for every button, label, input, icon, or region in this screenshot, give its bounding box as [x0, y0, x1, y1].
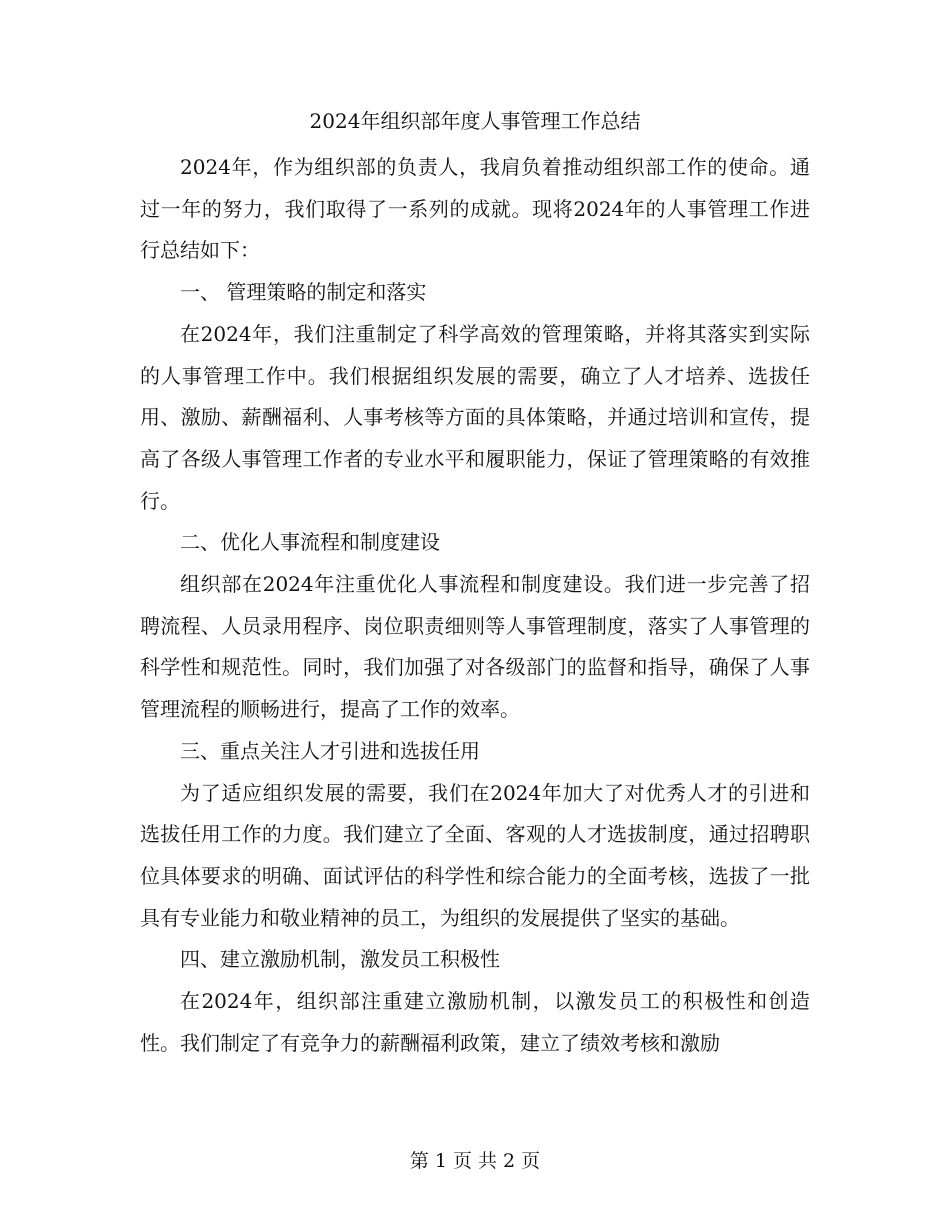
section-3-paragraph: 为了适应组织发展的需要，我们在2024年加大了对优秀人才的引进和选拔任用工作的力度。我们建立了全面、客观的人才选拔制度，通过招聘职位具体要求的明确、面试评估的科学性和综合能力的全面考核，选拔了一批具有专业能力和敬业精神的员工，为组织的发展提供了坚实的基础。: [140, 780, 810, 930]
page-number-footer: 第 1 页 共 2 页: [409, 1150, 541, 1172]
section-heading-2: 二、优化人事流程和制度建设: [180, 530, 440, 555]
section-1-paragraph: 在2024年，我们注重制定了科学高效的管理策略，并将其落实到实际的人事管理工作中。我们根据组织发展的需要，确立了人才培养、选拔任用、激励、薪酬福利、人事考核等方面的具体策略，并通过培训和宣传，提高了各级人事管理工作者的专业水平和履职能力，保证了管理策略的有效推行。: [140, 321, 810, 513]
document-title: 2024年组织部年度人事管理工作总结: [309, 109, 641, 133]
section-heading-4: 四、建立激励机制，激发员工积极性: [180, 947, 500, 972]
section-2-paragraph: 组织部在2024年注重优化人事流程和制度建设。我们进一步完善了招聘流程、人员录用程序、岗位职责细则等人事管理制度，落实了人事管理的科学性和规范性。同时，我们加强了对各级部门的监督和指导，确保了人事管理流程的顺畅进行，提高了工作的效率。: [140, 572, 810, 722]
document-body: [140, 147, 810, 1064]
section-4-paragraph: 在2024年，组织部注重建立激励机制，以激发员工的积极性和创造性。我们制定了有竞争力的薪酬福利政策，建立了绩效考核和激励: [140, 989, 810, 1055]
section-heading-1: 一、 管理策略的制定和落实: [180, 280, 427, 305]
intro-paragraph: 2024年，作为组织部的负责人，我肩负着推动组织部工作的使命。通过一年的努力，我们取得了一系列的成就。现将2024年的人事管理工作进行总结如下：: [140, 155, 810, 263]
section-heading-3: 三、重点关注人才引进和选拔任用: [180, 738, 480, 763]
